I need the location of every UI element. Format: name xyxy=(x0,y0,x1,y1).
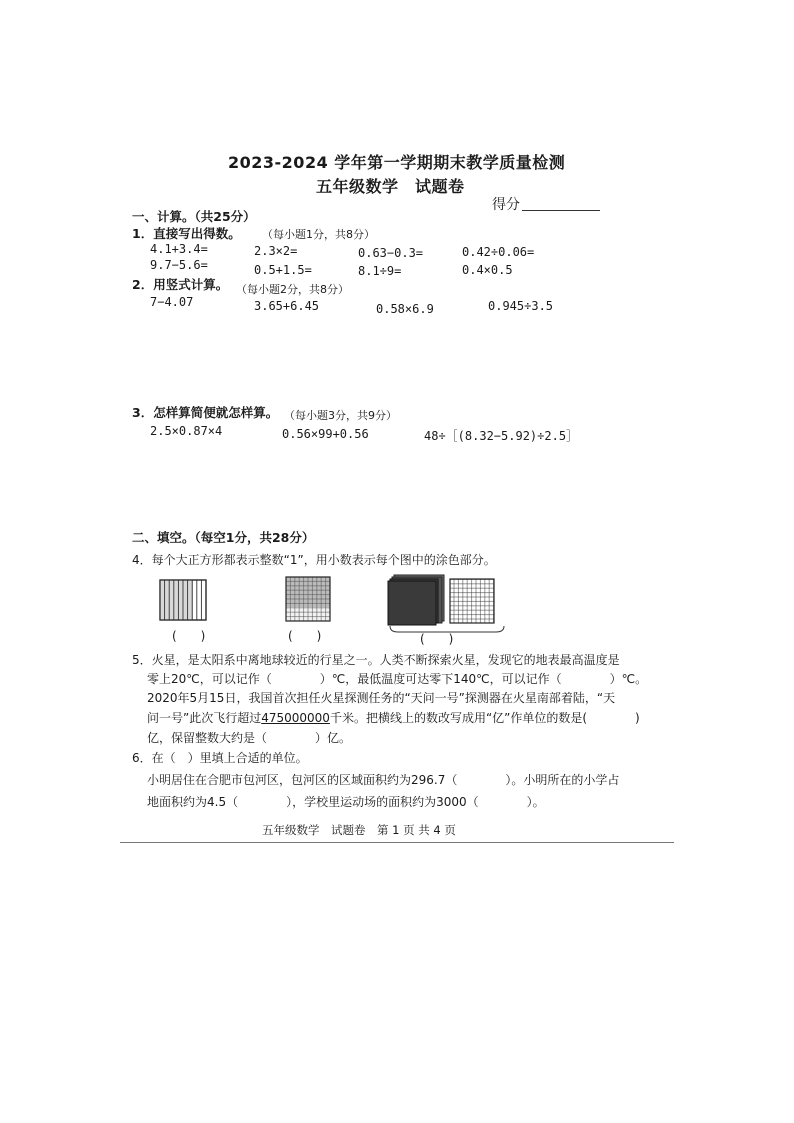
q5-line-4-b: 千米。把横线上的数改写成用“亿”作单位的数是( ) xyxy=(329,711,640,725)
q3-item-3: 48÷［(8.32−5.92)÷2.5］ xyxy=(424,429,579,443)
q5-line-3: 2020年5月15日，我国首次担任火星探测任务的“天问一号”探测器在火星南部着陆，“天 xyxy=(147,691,616,705)
section2-heading: 二、填空。（每空1分，共28分） xyxy=(132,530,315,545)
q1-item-5: 9.7−5.6= xyxy=(150,258,208,272)
q6-line-1: 6．在（ ）里填上合适的单位。 xyxy=(132,751,308,765)
q6-line-3: 地面积约为4.5（ ），学校里运动场的面积约为3000（ ）。 xyxy=(147,795,545,809)
q5-underlined-number: 475000000 xyxy=(261,711,330,725)
q1-item-1: 4.1+3.4= xyxy=(150,242,208,256)
q1-item-8: 0.4×0.5 xyxy=(462,263,513,277)
q3-label: 3．怎样算简便就怎样算。 xyxy=(132,405,279,420)
q1-item-4: 0.42÷0.06= xyxy=(462,245,535,259)
q5-line-5: 亿，保留整数大约是（ ）亿。 xyxy=(147,731,352,745)
q1-label: 1．直接写出得数。 xyxy=(132,226,241,241)
q3-note: （每小题3分，共9分） xyxy=(284,409,397,422)
q4-blank-3[interactable]: ( ) xyxy=(420,632,454,646)
q4-figure-1 xyxy=(160,580,206,620)
q2-label: 2．用竖式计算。 xyxy=(132,277,229,292)
page-footer: 五年级数学 试题卷 第 1 页 共 4 页 xyxy=(262,823,456,837)
exam-title: 2023-2024 学年第一学期期末教学质量检测 xyxy=(228,153,566,172)
score-label: 得分 xyxy=(492,197,520,213)
q2-item-2: 3.65+6.45 xyxy=(254,299,320,313)
q4-figure-3 xyxy=(388,575,506,625)
q5-line-2: 零上20℃，可以记作（ ）℃，最低温度可达零下140℃，可以记作（ ）℃。 xyxy=(147,672,648,686)
q2-note: （每小题2分，共8分） xyxy=(236,283,349,296)
section1-heading: 一、计算。（共25分） xyxy=(132,209,256,224)
q4-figure-2 xyxy=(286,577,330,621)
q4-text: 4．每个大正方形都表示整数“1”，用小数表示每个图中的涂色部分。 xyxy=(132,553,496,567)
q3-item-2: 0.56×99+0.56 xyxy=(282,427,369,441)
q4-blank-2[interactable]: ( ) xyxy=(288,629,322,643)
q2-item-4: 0.945÷3.5 xyxy=(488,299,554,313)
q5-line-4 xyxy=(147,708,640,728)
exam-subtitle: 五年级数学 试题卷 xyxy=(316,177,465,196)
q4-blank-1[interactable]: ( ) xyxy=(172,629,206,643)
footer-rule xyxy=(120,842,674,843)
q2-item-1: 7−4.07 xyxy=(150,295,194,309)
q1-item-3: 0.63−0.3= xyxy=(358,246,424,260)
q1-note: （每小题1分，共8分） xyxy=(262,228,375,241)
q1-item-6: 0.5+1.5= xyxy=(254,263,312,277)
q1-item-2: 2.3×2= xyxy=(254,244,298,258)
q2-item-3: 0.58×6.9 xyxy=(376,302,434,316)
q5-line-4-a: 问一号”此次飞行超过 xyxy=(147,711,262,725)
q6-line-2: 小明居住在合肥市包河区，包河区的区域面积约为296.7（ ）。小明所在的小学占 xyxy=(147,773,620,787)
q3-item-1: 2.5×0.87×4 xyxy=(150,424,223,438)
q5-line-1: 5．火星，是太阳系中离地球较近的行星之一。人类不断探索火星，发现它的地表最高温度是 xyxy=(132,653,620,667)
score-blank-line xyxy=(522,210,600,211)
q1-item-7: 8.1÷9= xyxy=(358,264,402,278)
